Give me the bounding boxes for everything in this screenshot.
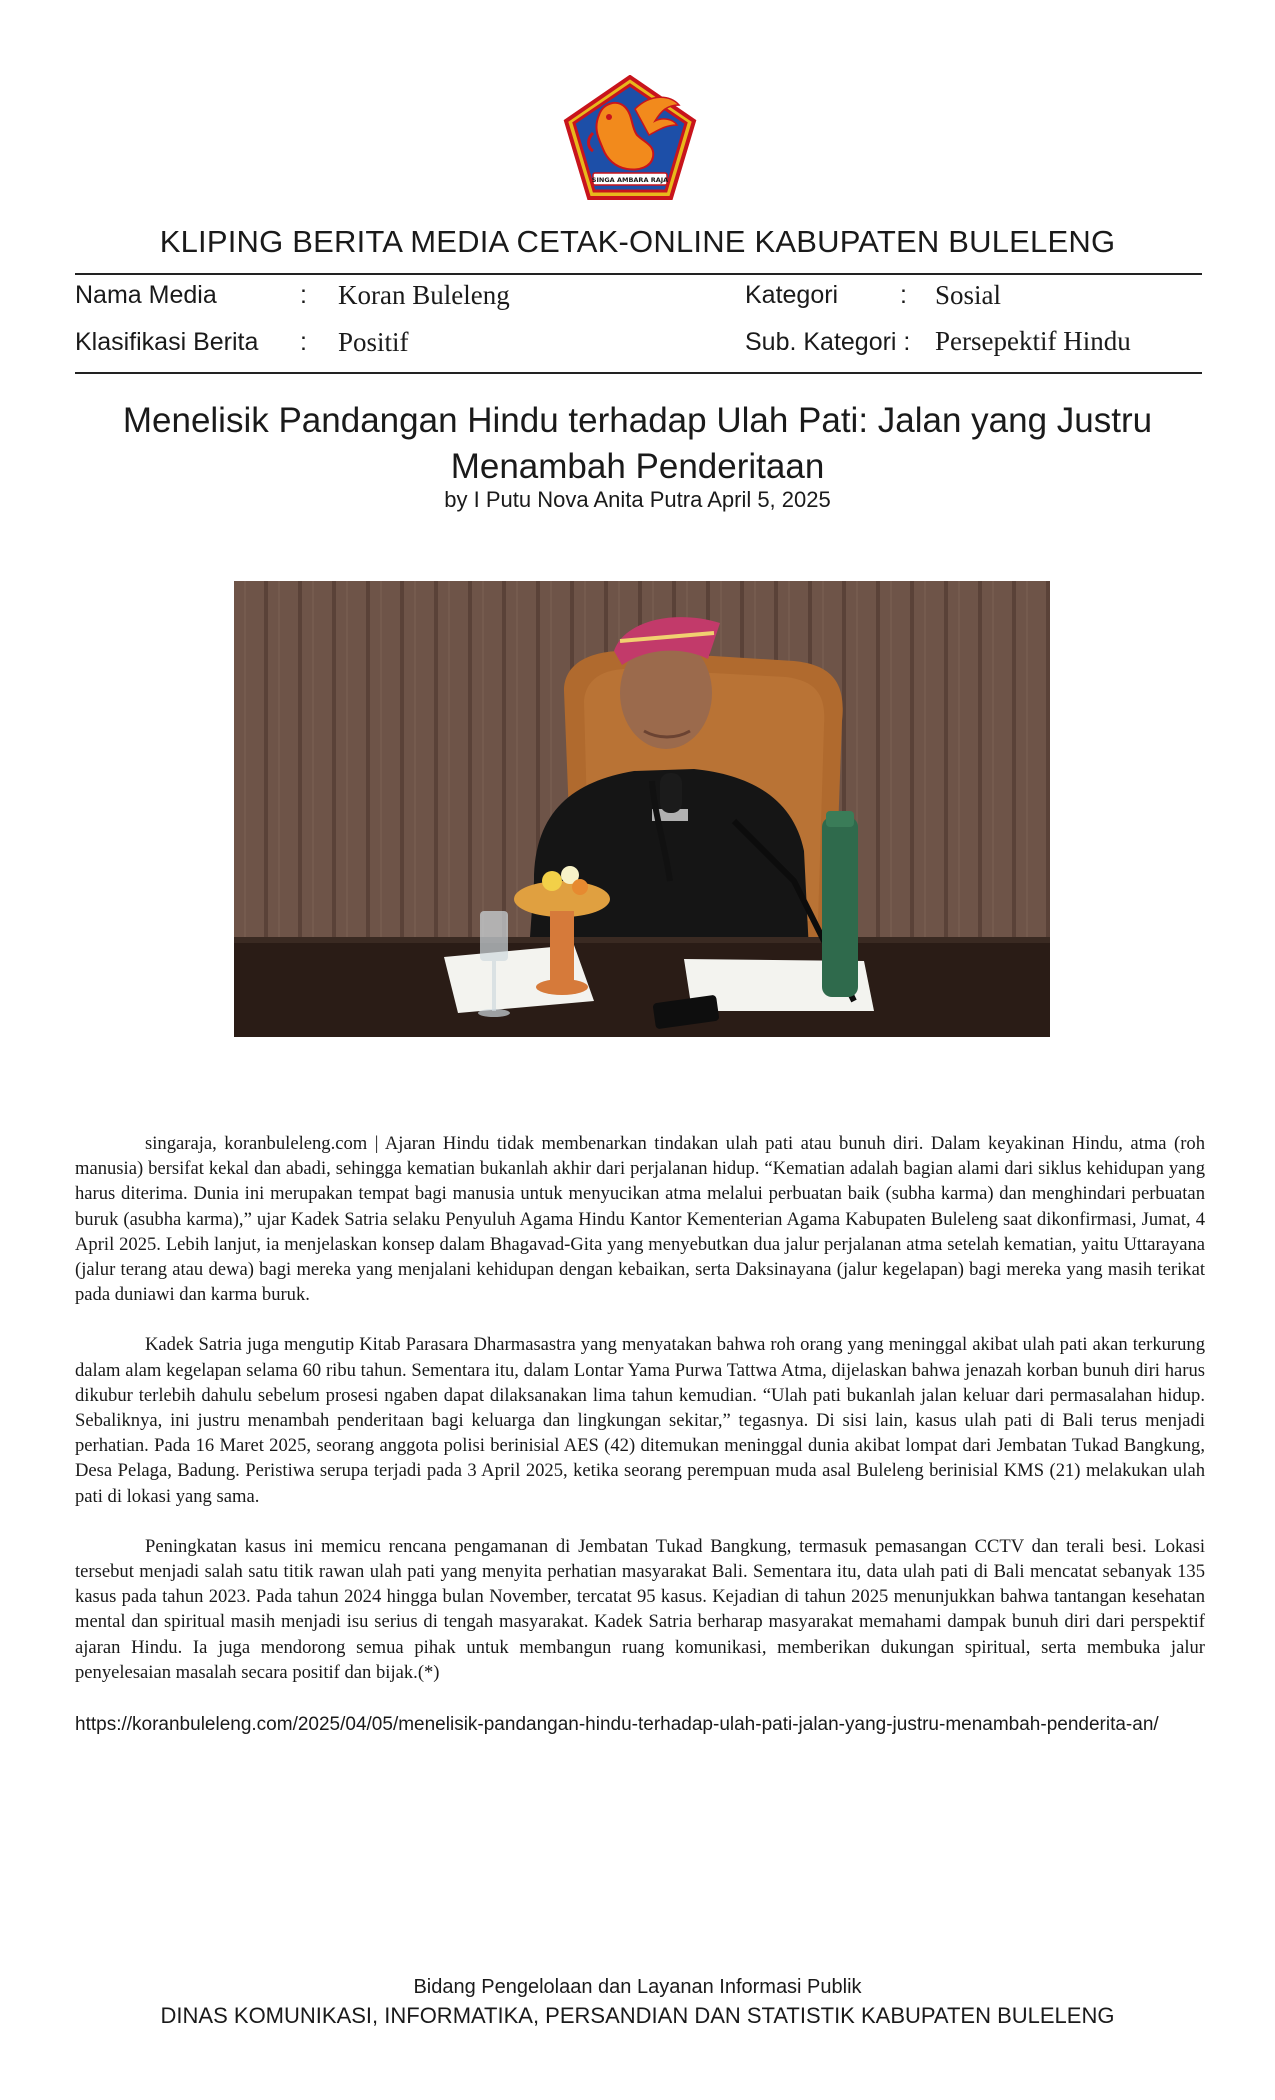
classification-value: Positif — [338, 327, 409, 357]
bottom-divider — [75, 372, 1202, 374]
top-divider — [75, 273, 1202, 275]
article-paragraph-1: singaraja, koranbuleleng.com | Ajaran Hindu tidak membenarkan tindakan ulah pati atau bunuh diri. Dalam keyakinan Hindu, atma (roh manusia) bersifat kekal dan abadi, sehingga kematian bukanlah akhir dari perjalanan hidup. “Kematian adalah bagian alami dari siklus kehidupan yang harus diterima. Dunia ini merupakan tempat bagi manusia untuk menyucikan atma melalui perbuatan baik (subha karma) dan menghindari perbuatan buruk (asubha karma),” ujar Kadek Satria selaku Penyuluh Agama Hindu Kantor Kementerian Agama Kabupaten Buleleng saat dikonfirmasi, Jumat, 4 April 2025. Lebih lanjut, ia menjelaskan konsep dalam Bhagavad-Gita yang menyebutkan dua jalur perjalanan atma setelah kematian, yaitu Uttarayana (jalur terang atau dewa) bagi mereka yang menjalani kehidupan dengan kebaikan, serta Daksinayana (jalur kegelapan) bagi mereka yang masih terikat pada duniawi dan karma buruk. — [75, 1133, 1205, 1306]
article-title: Menelisik Pandangan Hindu terhadap Ulah Pati: Jalan yang Justru Menambah Penderitaan — [122, 401, 1153, 486]
classification-label: Klasifikasi Berita — [75, 328, 259, 356]
category-colon: : — [900, 281, 907, 309]
source-link[interactable]: https://koranbuleleng.com/2025/04/05/menelisik-pandangan-hindu-terhadap-ulah-pati-jalan-yang-justru-menambah-penderita-an/ — [75, 1714, 1159, 1735]
subcategory-value: Persepektif Hindu — [935, 326, 1131, 356]
article-byline: by I Putu Nova Anita Putra April 5, 2025 — [444, 487, 831, 512]
article-photo — [234, 581, 1050, 1037]
subcategory-label: Sub. Kategori : — [745, 328, 911, 356]
article-paragraph-3: Peningkatan kasus ini memicu rencana pengamanan di Jembatan Tukad Bangkung, termasuk pemasangan CCTV dan terali besi. Lokasi tersebut menjadi salah satu titik rawan ulah pati yang menyita perhatian masyarakat Bali. Sementara itu, data ulah pati di Bali mencatat sebanyak 135 kasus pada tahun 2023. Pada tahun 2024 hingga bulan November, tercatat 95 kasus. Kejadian di tahun 2025 menunjukkan bahwa tantangan kesehatan mental dan spiritual masih menjadi isu serius di tengah masyarakat. Kadek Satria berharap masyarakat memahami dampak bunuh diri dari perspektif ajaran Hindu. Ia juga mendorong semua pihak untuk membangun ruang komunikasi, memberikan dukungan spiritual, serta membuka jalur penyelesaian masalah secara positif dan bijak.(*) — [75, 1535, 1205, 1683]
footer-division: Bidang Pengelolaan dan Layanan Informasi Publik — [413, 1976, 862, 1998]
category-value: Sosial — [935, 280, 1002, 310]
media-colon: : — [300, 281, 307, 309]
classification-colon: : — [300, 328, 307, 356]
category-label: Kategori — [745, 281, 839, 309]
article-body — [75, 1131, 1205, 1710]
document-header-title: KLIPING BERITA MEDIA CETAK-ONLINE KABUPATEN BULELENG — [159, 224, 1116, 259]
footer-agency: DINAS KOMUNIKASI, INFORMATIKA, PERSANDIAN DAN STATISTIK KABUPATEN BULELENG — [160, 2003, 1115, 2028]
regency-crest-logo — [563, 75, 697, 201]
article-paragraph-2: Kadek Satria juga mengutip Kitab Parasara Dharmasastra yang menyatakan bahwa roh orang yang meninggal akibat ulah pati akan terkurung dalam alam kegelapan selama 60 ribu tahun. Sementara itu, dalam Lontar Yama Purwa Tattwa Atma, dijelaskan bahwa jenazah korban bunuh diri harus dikubur terlebih dahulu sebelum prosesi ngaben dapat dilaksanakan lima tahun kemudian. “Ulah pati bukanlah jalan keluar dari permasalahan hidup. Sebaliknya, ini justru menambah penderitaan bagi keluarga dan lingkungan sekitar,” tegasnya. Di sisi lain, kasus ulah pati di Bali terus menjadi perhatian. Pada 16 Maret 2025, seorang anggota polisi berinisial AES (42) ditemukan meninggal dunia akibat lompat dari Jembatan Tukad Bangkung, Desa Pelaga, Badung. Peristiwa serupa terjadi pada 3 April 2025, ketika seorang perempuan muda asal Buleleng berinisial KMS (21) melakukan ulah pati di lokasi yang sama. — [75, 1334, 1205, 1507]
media-value: Koran Buleleng — [338, 280, 510, 310]
media-label: Nama Media — [75, 281, 217, 309]
singa-ambara-raja-crest-icon — [563, 75, 697, 201]
logo-caption: SINGA AMBARA RAJA — [591, 176, 669, 184]
